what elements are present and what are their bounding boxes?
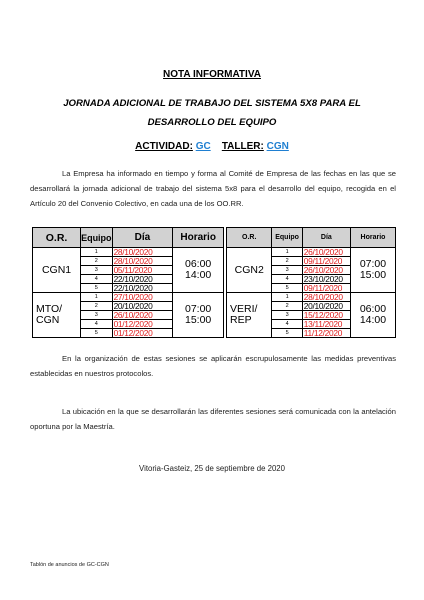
dia-cell: 22/10/2020 (112, 284, 173, 293)
equipo-cell: 3 (81, 266, 113, 275)
paragraph-measures: En la organización de estas sesiones se aplicarán escrupulosamente las medidas preventivas establecidas en nuestros protocolos. (30, 354, 396, 378)
equipo-cell: 1 (81, 293, 113, 302)
header-or: O.R. (227, 228, 272, 248)
dia-cell: 09/11/2020 (302, 284, 350, 293)
equipo-cell: 2 (81, 302, 113, 311)
schedule-table-left (32, 227, 224, 338)
header-equipo: Equipo (272, 228, 302, 248)
actividad-label: ACTIVIDAD: (135, 141, 193, 152)
dia-cell: 28/10/2020 (112, 248, 173, 257)
equipo-cell: 5 (81, 329, 113, 338)
horario-cell: 06:00 14:00 (350, 293, 395, 338)
header-dia: Día (302, 228, 350, 248)
taller-label: TALLER: (221, 141, 264, 152)
equipo-cell: 3 (272, 266, 302, 275)
or-cell: VERI/ REP (227, 293, 272, 338)
equipo-cell: 1 (272, 293, 302, 302)
intro-paragraph: La Empresa ha informado en tiempo y forma al Comité de Empresa de las fechas en las que se desarrollará la jornada adicional de trabajo del sistema 5x8 para el desarrollo del equipo, recogida en el Artículo 20 del Convenio Colectivo, en cada una de los OO.RR. (30, 169, 396, 208)
equipo-cell: 3 (81, 311, 113, 320)
or-cell: MTO/ CGN (33, 293, 81, 338)
equipo-cell: 2 (272, 257, 302, 266)
equipo-cell: 4 (81, 275, 113, 284)
schedule-table-right (226, 227, 396, 338)
dia-cell: 23/10/2020 (302, 275, 350, 284)
dia-cell: 01/12/2020 (112, 320, 173, 329)
dia-cell: 11/12/2020 (302, 329, 350, 338)
header-or: O.R. (33, 228, 81, 248)
dia-cell: 20/10/2020 (302, 302, 350, 311)
dia-cell: 26/10/2020 (302, 266, 350, 275)
equipo-cell: 4 (81, 320, 113, 329)
dia-cell: 13/11/2020 (302, 320, 350, 329)
document-subtitle: JORNADA ADICIONAL DE TRABAJO DEL SISTEMA 5X8 PARA EL DESARROLLO DEL EQUIPO (63, 98, 361, 128)
dia-cell: 26/10/2020 (302, 248, 350, 257)
equipo-cell: 2 (81, 257, 113, 266)
dia-cell: 15/12/2020 (302, 311, 350, 320)
activity-line (0, 141, 424, 152)
equipo-cell: 1 (81, 248, 113, 257)
paragraph-location: La ubicación en la que se desarrollarán las diferentes sesiones será comunicada con la antelación oportuna por la Maestría. (30, 407, 396, 431)
dia-cell: 22/10/2020 (112, 275, 173, 284)
equipo-cell: 2 (272, 302, 302, 311)
equipo-cell: 3 (272, 311, 302, 320)
or-cell: CGN2 (227, 248, 272, 293)
footer-note: Tablón de anuncios de GC-CGN (30, 562, 109, 568)
taller-value: CGN (266, 141, 289, 152)
equipo-cell: 1 (272, 248, 302, 257)
dia-cell: 28/10/2020 (302, 293, 350, 302)
or-cell: CGN1 (33, 248, 81, 293)
dia-cell: 05/11/2020 (112, 266, 173, 275)
horario-cell: 07:00 15:00 (350, 248, 395, 293)
dia-cell: 01/12/2020 (112, 329, 173, 338)
horario-cell: 07:00 15:00 (173, 293, 224, 338)
equipo-cell: 5 (272, 284, 302, 293)
dia-cell: 28/10/2020 (112, 257, 173, 266)
actividad-value: GC (195, 141, 211, 152)
place-date: Vitoria-Gasteiz, 25 de septiembre de 2020 (139, 464, 285, 473)
dia-cell: 20/10/2020 (112, 302, 173, 311)
equipo-cell: 4 (272, 275, 302, 284)
dia-cell: 09/11/2020 (302, 257, 350, 266)
equipo-cell: 4 (272, 320, 302, 329)
equipo-cell: 5 (272, 329, 302, 338)
header-dia: Día (112, 228, 173, 248)
dia-cell: 26/10/2020 (112, 311, 173, 320)
header-equipo: Equipo (81, 228, 113, 248)
equipo-cell: 5 (81, 284, 113, 293)
horario-cell: 06:00 14:00 (173, 248, 224, 293)
header-horario: Horario (173, 228, 224, 248)
dia-cell: 27/10/2020 (112, 293, 173, 302)
document-title: NOTA INFORMATIVA (163, 69, 261, 80)
header-horario: Horario (350, 228, 395, 248)
